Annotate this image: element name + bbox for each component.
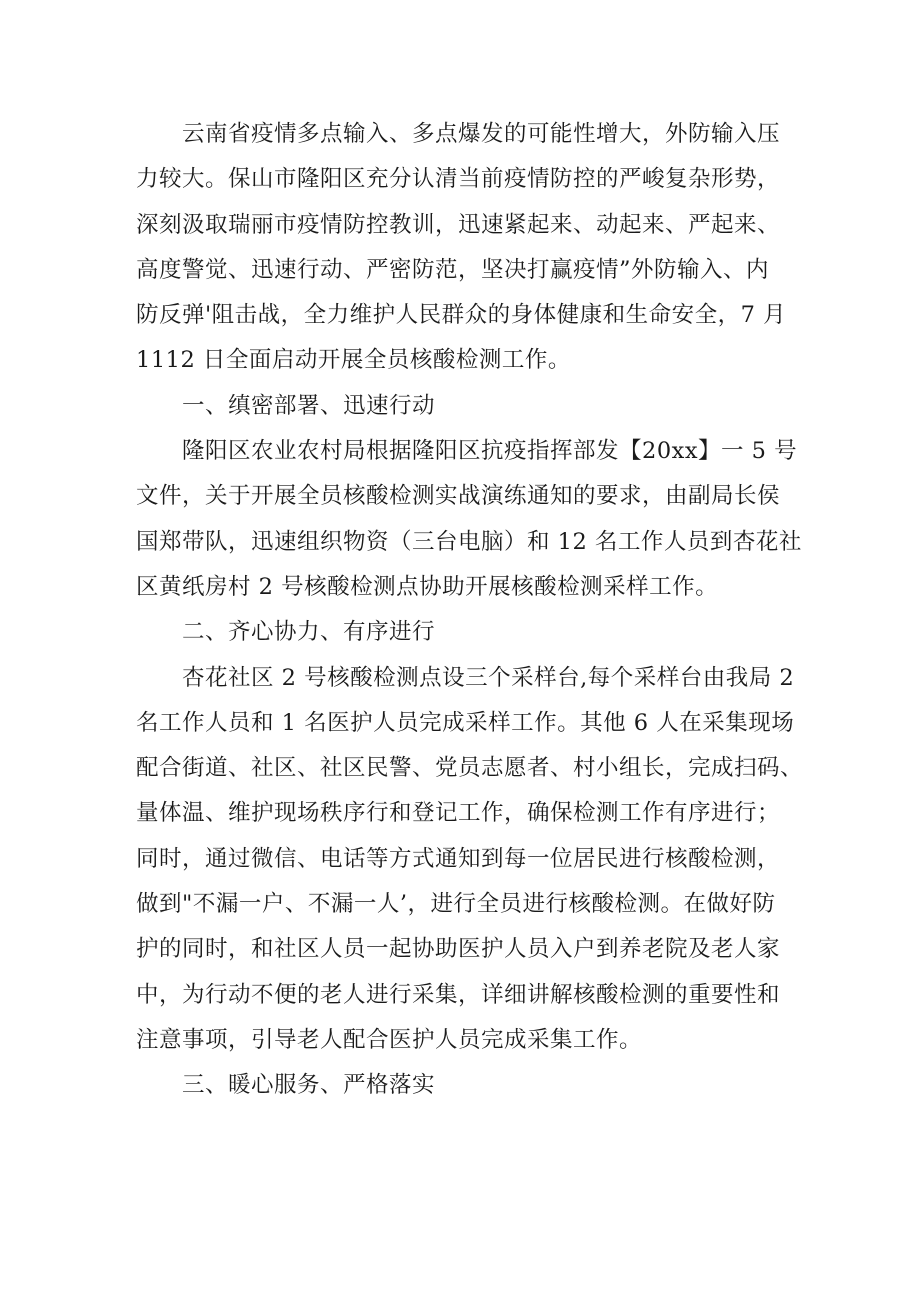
text-line: 文件，关于开展全员核酸检测实战演练通知的要求，由副局长侯 xyxy=(136,483,781,510)
heading-text: 二、齐心协力、有序进行 xyxy=(182,619,436,646)
heading-text: 一、缜密部署、迅速行动 xyxy=(182,392,436,419)
text-line: 力较大。保山市隆阳区充分认清当前疫情防控的严峻复杂形势， xyxy=(136,166,781,193)
heading-text: 三、暖心服务、严格落实 xyxy=(182,1072,436,1099)
text-line: 同时，通过微信、电话等方式通知到每一位居民进行核酸检测， xyxy=(136,845,781,872)
text-line: 量体温、维护现场秩序行和登记工作，确保检测工作有序进行； xyxy=(136,800,781,827)
text-line: 1112 日全面启动开展全员核酸检测工作。 xyxy=(136,347,571,374)
text-line: 配合街道、社区、社区民警、党员志愿者、村小组长，完成扫码、 xyxy=(136,755,804,782)
text-line: 云南省疫情多点输入、多点爆发的可能性增大，外防输入压 xyxy=(182,121,781,147)
paragraph-intro xyxy=(136,112,816,384)
text-line: 护的同时，和社区人员一起协助医护人员入户到养老院及老人家 xyxy=(136,936,781,963)
text-line: 国郑带队，迅速组织物资（三台电脑）和 12 名工作人员到杏花社 xyxy=(136,528,802,555)
text-line: 做到"不漏一户、不漏一人’，进行全员进行核酸检测。在做好防 xyxy=(136,891,776,918)
text-line: 区黄纸房村 2 号核酸检测点协助开展核酸检测采样工作。 xyxy=(136,573,719,600)
text-line: 中，为行动不便的老人进行采集，详细讲解核酸检测的重要性和 xyxy=(136,981,781,1008)
text-line: 隆阳区农业农村局根据隆阳区抗疫指挥部发【20xx】一 5 号 xyxy=(182,438,798,465)
text-line: 杏花社区 2 号核酸检测点设三个采样台,每个采样台由我局 2 xyxy=(182,664,795,691)
document-body xyxy=(136,112,816,1109)
section-heading-2 xyxy=(136,610,816,655)
text-line: 防反弹'阻击战，全力维护人民群众的身体健康和生命安全，7 月 xyxy=(136,302,787,329)
section-heading-3 xyxy=(136,1063,816,1108)
section-heading-1 xyxy=(136,384,816,429)
text-line: 深刻汲取瑞丽市疫情防控教训，迅速紧起来、动起来、严起来、 xyxy=(136,211,781,238)
paragraph-deployment xyxy=(136,429,816,610)
paragraph-cooperation xyxy=(136,656,816,1064)
text-line: 名工作人员和 1 名医护人员完成采样工作。其他 6 人在采集现场 xyxy=(136,709,795,736)
text-line: 高度警觉、迅速行动、严密防范，坚决打赢疫情”外防输入、内 xyxy=(136,256,770,283)
text-line: 注意事项，引导老人配合医护人员完成采集工作。 xyxy=(136,1026,643,1053)
